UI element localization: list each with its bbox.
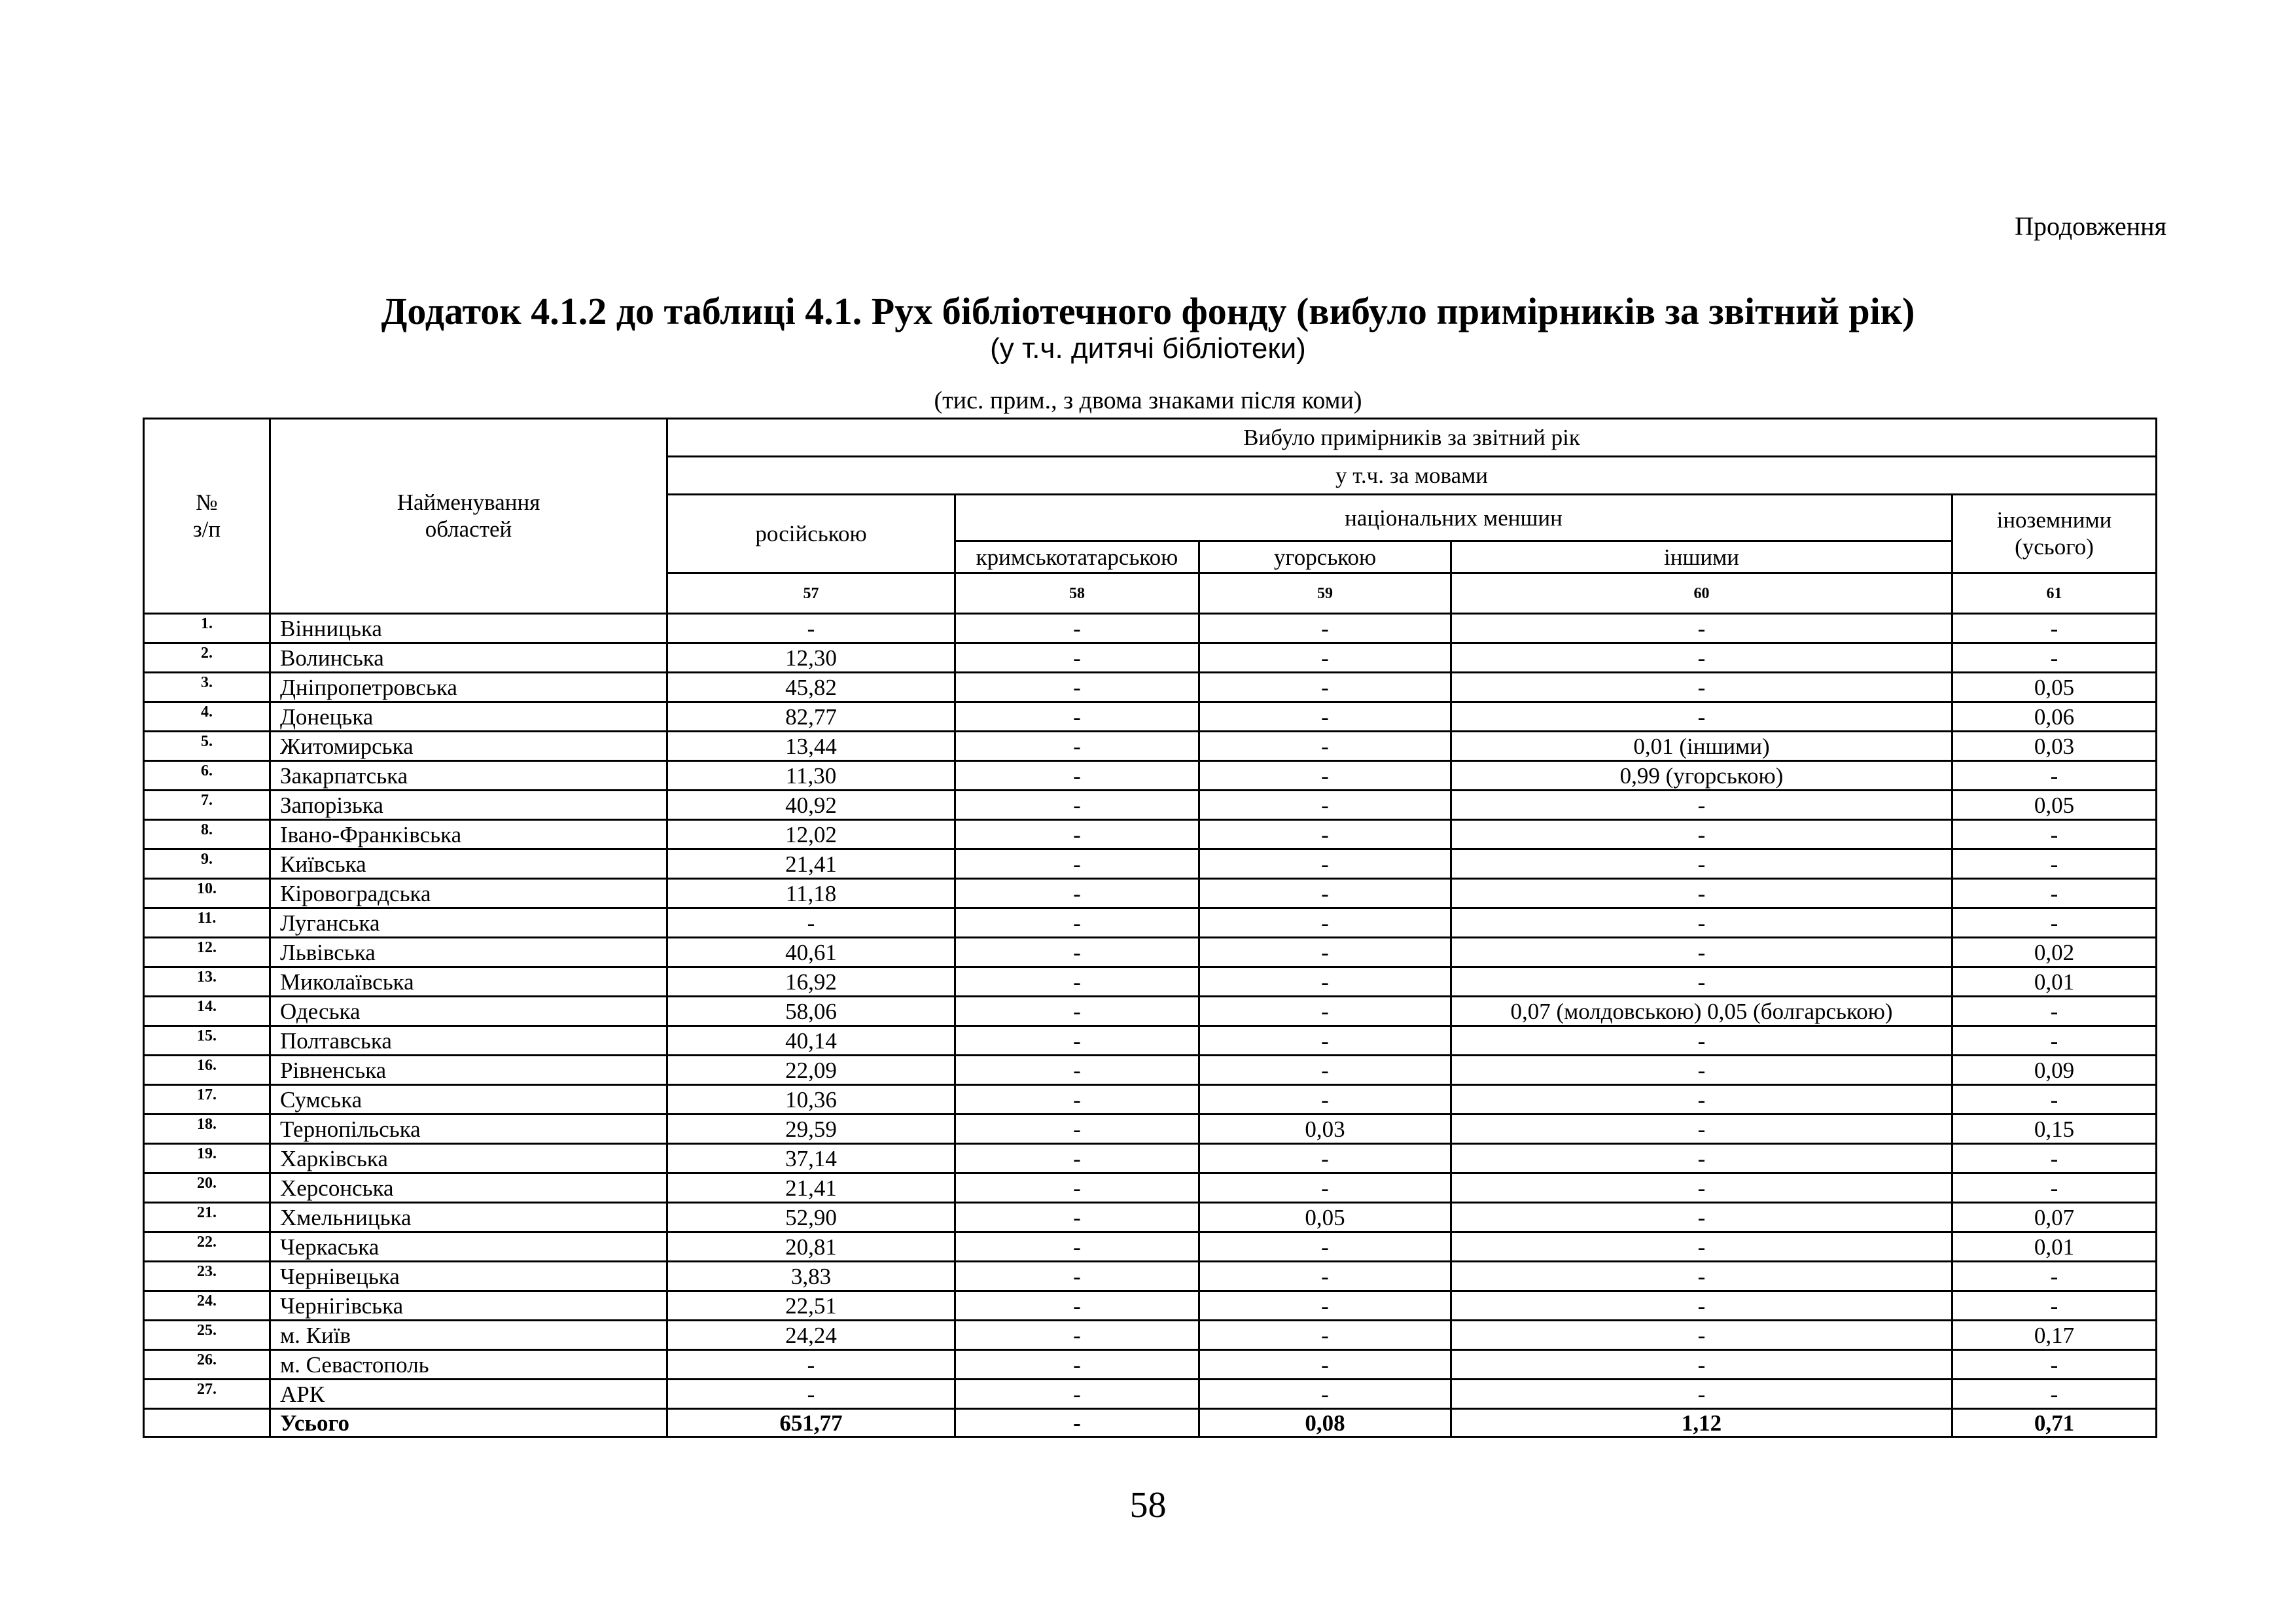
total-russian-cell: 651,77 bbox=[667, 1409, 955, 1437]
region-name-cell: Миколаївська bbox=[270, 967, 667, 997]
foreign-cell: - bbox=[1952, 908, 2157, 938]
foreign-cell: 0,07 bbox=[1952, 1203, 2157, 1232]
region-name-cell: Сумська bbox=[270, 1085, 667, 1115]
other-languages-cell: - bbox=[1451, 791, 1952, 820]
header-crimean-tatar: кримськотатарською bbox=[955, 541, 1199, 573]
region-name-cell: АРК bbox=[270, 1380, 667, 1409]
page-number: 58 bbox=[1129, 1485, 1167, 1525]
russian-cell: 58,06 bbox=[667, 997, 955, 1026]
hungarian-cell: - bbox=[1199, 1232, 1451, 1262]
library-fund-table bbox=[143, 418, 2157, 1438]
row-number-cell: 3. bbox=[144, 673, 270, 702]
table-row bbox=[144, 702, 2157, 732]
crimean-tatar-cell: - bbox=[955, 702, 1199, 732]
foreign-cell: - bbox=[1952, 1262, 2157, 1291]
total-hungarian-cell: 0,08 bbox=[1199, 1409, 1451, 1437]
russian-cell: 40,61 bbox=[667, 938, 955, 967]
region-name-cell: Вінницька bbox=[270, 614, 667, 643]
crimean-tatar-cell: - bbox=[955, 1173, 1199, 1203]
hungarian-cell: - bbox=[1199, 673, 1451, 702]
russian-cell: 12,02 bbox=[667, 820, 955, 849]
table-row bbox=[144, 614, 2157, 643]
region-name-cell: Полтавська bbox=[270, 1026, 667, 1056]
russian-cell: 21,41 bbox=[667, 1173, 955, 1203]
russian-cell: 22,09 bbox=[667, 1056, 955, 1085]
crimean-tatar-cell: - bbox=[955, 1026, 1199, 1056]
units-note: (тис. прим., з двома знаками після коми) bbox=[934, 387, 1362, 414]
row-number-cell: 11. bbox=[144, 908, 270, 938]
column-number-57: 57 bbox=[667, 573, 955, 614]
crimean-tatar-cell: - bbox=[955, 1350, 1199, 1380]
region-name-cell: Донецька bbox=[270, 702, 667, 732]
crimean-tatar-cell: - bbox=[955, 1232, 1199, 1262]
table-row bbox=[144, 1232, 2157, 1262]
foreign-cell: - bbox=[1952, 879, 2157, 908]
column-number-58: 58 bbox=[955, 573, 1199, 614]
crimean-tatar-cell: - bbox=[955, 938, 1199, 967]
crimean-tatar-cell: - bbox=[955, 1056, 1199, 1085]
hungarian-cell: - bbox=[1199, 761, 1451, 791]
row-number-cell: 8. bbox=[144, 820, 270, 849]
russian-cell: 16,92 bbox=[667, 967, 955, 997]
table-row bbox=[144, 643, 2157, 673]
russian-cell: 40,92 bbox=[667, 791, 955, 820]
region-name-cell: Чернівецька bbox=[270, 1262, 667, 1291]
table-row bbox=[144, 879, 2157, 908]
header-number bbox=[144, 419, 270, 614]
other-languages-cell: - bbox=[1451, 614, 1952, 643]
other-languages-cell: - bbox=[1451, 1056, 1952, 1085]
table-row bbox=[144, 761, 2157, 791]
other-languages-cell: 0,07 (молдовською) 0,05 (болгарською) bbox=[1451, 997, 1952, 1026]
hungarian-cell: - bbox=[1199, 997, 1451, 1026]
region-name-cell: Львівська bbox=[270, 938, 667, 967]
document-title: Додаток 4.1.2 до таблиці 4.1. Рух бібліотечного фонду (вибуло примірників за звітний рік) bbox=[381, 290, 1915, 332]
russian-cell: 29,59 bbox=[667, 1115, 955, 1144]
row-number-cell: 23. bbox=[144, 1262, 270, 1291]
row-number-cell: 19. bbox=[144, 1144, 270, 1173]
russian-cell: 52,90 bbox=[667, 1203, 955, 1232]
table-row bbox=[144, 1026, 2157, 1056]
header-foreign bbox=[1952, 495, 2157, 573]
foreign-cell: - bbox=[1952, 1085, 2157, 1115]
crimean-tatar-cell: - bbox=[955, 1291, 1199, 1321]
row-number-cell: 24. bbox=[144, 1291, 270, 1321]
table-row bbox=[144, 997, 2157, 1026]
other-languages-cell: - bbox=[1451, 1203, 1952, 1232]
row-number-cell: 7. bbox=[144, 791, 270, 820]
region-name-cell: Луганська bbox=[270, 908, 667, 938]
table-row bbox=[144, 820, 2157, 849]
russian-cell: 3,83 bbox=[667, 1262, 955, 1291]
crimean-tatar-cell: - bbox=[955, 761, 1199, 791]
russian-cell: 40,14 bbox=[667, 1026, 955, 1056]
region-name-cell: Дніпропетровська bbox=[270, 673, 667, 702]
russian-cell: 45,82 bbox=[667, 673, 955, 702]
other-languages-cell: - bbox=[1451, 1232, 1952, 1262]
russian-cell: 20,81 bbox=[667, 1232, 955, 1262]
hungarian-cell: - bbox=[1199, 791, 1451, 820]
other-languages-cell: - bbox=[1451, 1115, 1952, 1144]
table-row bbox=[144, 1085, 2157, 1115]
other-languages-cell: - bbox=[1451, 1350, 1952, 1380]
table-row bbox=[144, 673, 2157, 702]
total-foreign-cell: 0,71 bbox=[1952, 1409, 2157, 1437]
crimean-tatar-cell: - bbox=[955, 879, 1199, 908]
other-languages-cell: - bbox=[1451, 702, 1952, 732]
other-languages-cell: 0,01 (іншими) bbox=[1451, 732, 1952, 761]
hungarian-cell: - bbox=[1199, 1321, 1451, 1350]
document-subtitle: (у т.ч. дитячі бібліотеки) bbox=[990, 332, 1306, 365]
region-name-cell: Херсонська bbox=[270, 1173, 667, 1203]
russian-cell: 13,44 bbox=[667, 732, 955, 761]
russian-cell: - bbox=[667, 1380, 955, 1409]
russian-cell: 11,30 bbox=[667, 761, 955, 791]
crimean-tatar-cell: - bbox=[955, 908, 1199, 938]
table-row bbox=[144, 1173, 2157, 1203]
hungarian-cell: - bbox=[1199, 643, 1451, 673]
foreign-cell: 0,02 bbox=[1952, 938, 2157, 967]
hungarian-cell: - bbox=[1199, 849, 1451, 879]
hungarian-cell: - bbox=[1199, 879, 1451, 908]
foreign-cell: 0,17 bbox=[1952, 1321, 2157, 1350]
region-name-cell: Івано-Франківська bbox=[270, 820, 667, 849]
total-number-cell bbox=[144, 1409, 270, 1437]
russian-cell: 12,30 bbox=[667, 643, 955, 673]
total-row bbox=[144, 1409, 2157, 1437]
crimean-tatar-cell: - bbox=[955, 1115, 1199, 1144]
foreign-cell: - bbox=[1952, 1350, 2157, 1380]
row-number-cell: 16. bbox=[144, 1056, 270, 1085]
hungarian-cell: - bbox=[1199, 614, 1451, 643]
column-number-60: 60 bbox=[1451, 573, 1952, 614]
total-other-cell: 1,12 bbox=[1451, 1409, 1952, 1437]
other-languages-cell: - bbox=[1451, 879, 1952, 908]
russian-cell: 22,51 bbox=[667, 1291, 955, 1321]
other-languages-cell: - bbox=[1451, 820, 1952, 849]
header-national-minorities: національних меншин bbox=[955, 495, 1952, 541]
header-name bbox=[270, 419, 667, 614]
header-russian: російською bbox=[667, 495, 955, 573]
foreign-cell: 0,09 bbox=[1952, 1056, 2157, 1085]
table-row bbox=[144, 732, 2157, 761]
hungarian-cell: - bbox=[1199, 702, 1451, 732]
hungarian-cell: - bbox=[1199, 1291, 1451, 1321]
column-number-59: 59 bbox=[1199, 573, 1451, 614]
region-name-cell: Чернігівська bbox=[270, 1291, 667, 1321]
header-number-label: № з/п bbox=[192, 490, 221, 542]
russian-cell: - bbox=[667, 1350, 955, 1380]
hungarian-cell: - bbox=[1199, 938, 1451, 967]
row-number-cell: 15. bbox=[144, 1026, 270, 1056]
hungarian-cell: - bbox=[1199, 1380, 1451, 1409]
crimean-tatar-cell: - bbox=[955, 673, 1199, 702]
row-number-cell: 18. bbox=[144, 1115, 270, 1144]
russian-cell: - bbox=[667, 908, 955, 938]
row-number-cell: 12. bbox=[144, 938, 270, 967]
row-number-cell: 1. bbox=[144, 614, 270, 643]
table-row bbox=[144, 1144, 2157, 1173]
crimean-tatar-cell: - bbox=[955, 1321, 1199, 1350]
row-number-cell: 22. bbox=[144, 1232, 270, 1262]
table-row bbox=[144, 1262, 2157, 1291]
region-name-cell: Запорізька bbox=[270, 791, 667, 820]
other-languages-cell: - bbox=[1451, 1085, 1952, 1115]
row-number-cell: 27. bbox=[144, 1380, 270, 1409]
table-row bbox=[144, 967, 2157, 997]
row-number-cell: 26. bbox=[144, 1350, 270, 1380]
region-name-cell: Харківська bbox=[270, 1144, 667, 1173]
row-number-cell: 25. bbox=[144, 1321, 270, 1350]
foreign-cell: - bbox=[1952, 849, 2157, 879]
row-number-cell: 13. bbox=[144, 967, 270, 997]
hungarian-cell: - bbox=[1199, 908, 1451, 938]
hungarian-cell: - bbox=[1199, 1350, 1451, 1380]
other-languages-cell: - bbox=[1451, 1144, 1952, 1173]
table-row bbox=[144, 1203, 2157, 1232]
hungarian-cell: - bbox=[1199, 1056, 1451, 1085]
russian-cell: - bbox=[667, 614, 955, 643]
region-name-cell: Одеська bbox=[270, 997, 667, 1026]
foreign-cell: - bbox=[1952, 614, 2157, 643]
total-crimean-tatar-cell: - bbox=[955, 1409, 1199, 1437]
row-number-cell: 14. bbox=[144, 997, 270, 1026]
foreign-cell: 0,06 bbox=[1952, 702, 2157, 732]
russian-cell: 24,24 bbox=[667, 1321, 955, 1350]
other-languages-cell: - bbox=[1451, 1321, 1952, 1350]
other-languages-cell: - bbox=[1451, 849, 1952, 879]
hungarian-cell: - bbox=[1199, 1173, 1451, 1203]
foreign-cell: - bbox=[1952, 1380, 2157, 1409]
foreign-cell: 0,15 bbox=[1952, 1115, 2157, 1144]
table-row bbox=[144, 1291, 2157, 1321]
region-name-cell: Хмельницька bbox=[270, 1203, 667, 1232]
row-number-cell: 20. bbox=[144, 1173, 270, 1203]
total-label-cell: Усього bbox=[270, 1409, 667, 1437]
crimean-tatar-cell: - bbox=[955, 849, 1199, 879]
hungarian-cell: - bbox=[1199, 1262, 1451, 1291]
foreign-cell: 0,01 bbox=[1952, 967, 2157, 997]
row-number-cell: 10. bbox=[144, 879, 270, 908]
foreign-cell: - bbox=[1952, 1291, 2157, 1321]
region-name-cell: Тернопільська bbox=[270, 1115, 667, 1144]
hungarian-cell: 0,03 bbox=[1199, 1115, 1451, 1144]
header-by-language: у т.ч. за мовами bbox=[667, 457, 2157, 495]
crimean-tatar-cell: - bbox=[955, 1085, 1199, 1115]
foreign-cell: - bbox=[1952, 997, 2157, 1026]
table-row bbox=[144, 1350, 2157, 1380]
hungarian-cell: - bbox=[1199, 1085, 1451, 1115]
header-withdrawn: Вибуло примірників за звітний рік bbox=[667, 419, 2157, 457]
other-languages-cell: - bbox=[1451, 1026, 1952, 1056]
row-number-cell: 9. bbox=[144, 849, 270, 879]
foreign-cell: 0,03 bbox=[1952, 732, 2157, 761]
crimean-tatar-cell: - bbox=[955, 614, 1199, 643]
foreign-cell: - bbox=[1952, 1026, 2157, 1056]
row-number-cell: 17. bbox=[144, 1085, 270, 1115]
hungarian-cell: 0,05 bbox=[1199, 1203, 1451, 1232]
header-foreign-label: іноземними (усього) bbox=[1996, 507, 2112, 560]
crimean-tatar-cell: - bbox=[955, 1380, 1199, 1409]
region-name-cell: Київська bbox=[270, 849, 667, 879]
other-languages-cell: - bbox=[1451, 1262, 1952, 1291]
foreign-cell: - bbox=[1952, 643, 2157, 673]
region-name-cell: м. Севастополь bbox=[270, 1350, 667, 1380]
table-row bbox=[144, 1380, 2157, 1409]
table-row bbox=[144, 1056, 2157, 1085]
other-languages-cell: - bbox=[1451, 908, 1952, 938]
foreign-cell: - bbox=[1952, 820, 2157, 849]
other-languages-cell: - bbox=[1451, 967, 1952, 997]
hungarian-cell: - bbox=[1199, 820, 1451, 849]
table-body bbox=[144, 614, 2157, 1409]
row-number-cell: 5. bbox=[144, 732, 270, 761]
crimean-tatar-cell: - bbox=[955, 1144, 1199, 1173]
column-number-61: 61 bbox=[1952, 573, 2157, 614]
table-row bbox=[144, 908, 2157, 938]
russian-cell: 11,18 bbox=[667, 879, 955, 908]
crimean-tatar-cell: - bbox=[955, 997, 1199, 1026]
region-name-cell: Кіровоградська bbox=[270, 879, 667, 908]
other-languages-cell: - bbox=[1451, 938, 1952, 967]
russian-cell: 10,36 bbox=[667, 1085, 955, 1115]
crimean-tatar-cell: - bbox=[955, 820, 1199, 849]
other-languages-cell: - bbox=[1451, 673, 1952, 702]
other-languages-cell: - bbox=[1451, 1291, 1952, 1321]
table-row bbox=[144, 791, 2157, 820]
other-languages-cell: - bbox=[1451, 1173, 1952, 1203]
foreign-cell: - bbox=[1952, 761, 2157, 791]
region-name-cell: Волинська bbox=[270, 643, 667, 673]
table-row bbox=[144, 849, 2157, 879]
other-languages-cell: - bbox=[1451, 1380, 1952, 1409]
crimean-tatar-cell: - bbox=[955, 643, 1199, 673]
foreign-cell: - bbox=[1952, 1173, 2157, 1203]
table-row bbox=[144, 938, 2157, 967]
hungarian-cell: - bbox=[1199, 967, 1451, 997]
header-name-label: Найменування областей bbox=[397, 490, 540, 542]
hungarian-cell: - bbox=[1199, 1144, 1451, 1173]
crimean-tatar-cell: - bbox=[955, 967, 1199, 997]
russian-cell: 82,77 bbox=[667, 702, 955, 732]
russian-cell: 37,14 bbox=[667, 1144, 955, 1173]
crimean-tatar-cell: - bbox=[955, 791, 1199, 820]
hungarian-cell: - bbox=[1199, 732, 1451, 761]
header-other: іншими bbox=[1451, 541, 1952, 573]
table-header bbox=[144, 419, 2157, 614]
crimean-tatar-cell: - bbox=[955, 732, 1199, 761]
table-row bbox=[144, 1321, 2157, 1350]
region-name-cell: Закарпатська bbox=[270, 761, 667, 791]
russian-cell: 21,41 bbox=[667, 849, 955, 879]
row-number-cell: 6. bbox=[144, 761, 270, 791]
table-total bbox=[144, 1409, 2157, 1437]
hungarian-cell: - bbox=[1199, 1026, 1451, 1056]
foreign-cell: 0,05 bbox=[1952, 791, 2157, 820]
row-number-cell: 21. bbox=[144, 1203, 270, 1232]
row-number-cell: 2. bbox=[144, 643, 270, 673]
foreign-cell: - bbox=[1952, 1144, 2157, 1173]
region-name-cell: Житомирська bbox=[270, 732, 667, 761]
foreign-cell: 0,05 bbox=[1952, 673, 2157, 702]
crimean-tatar-cell: - bbox=[955, 1203, 1199, 1232]
foreign-cell: 0,01 bbox=[1952, 1232, 2157, 1262]
header-hungarian: угорською bbox=[1199, 541, 1451, 573]
region-name-cell: м. Київ bbox=[270, 1321, 667, 1350]
crimean-tatar-cell: - bbox=[955, 1262, 1199, 1291]
region-name-cell: Черкаська bbox=[270, 1232, 667, 1262]
other-languages-cell: 0,99 (угорською) bbox=[1451, 761, 1952, 791]
row-number-cell: 4. bbox=[144, 702, 270, 732]
table-row bbox=[144, 1115, 2157, 1144]
continuation-note: Продовження bbox=[2015, 211, 2166, 241]
other-languages-cell: - bbox=[1451, 643, 1952, 673]
region-name-cell: Рівненська bbox=[270, 1056, 667, 1085]
